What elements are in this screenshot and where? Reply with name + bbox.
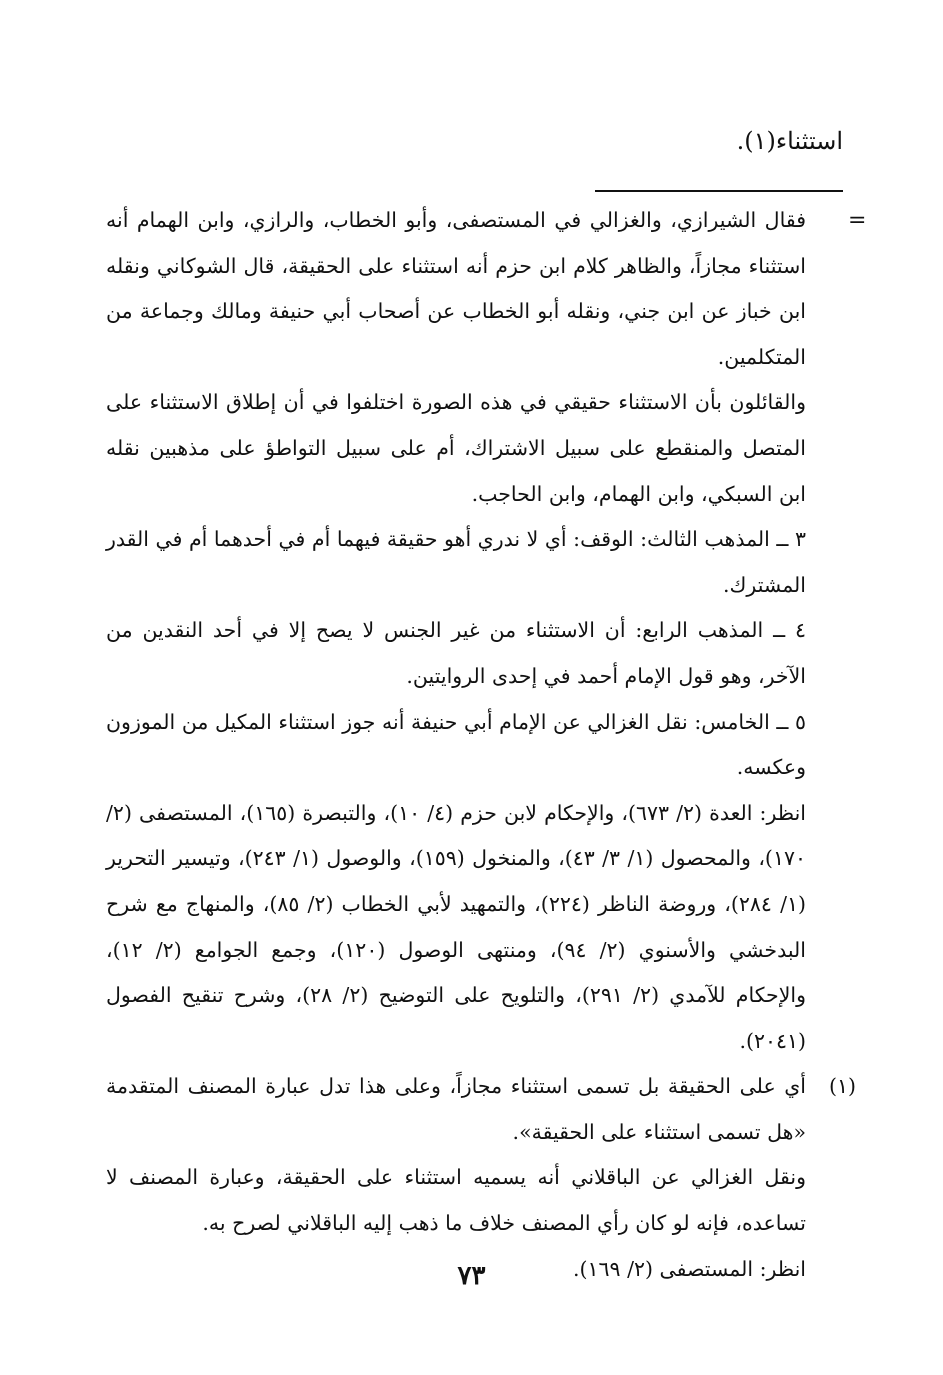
continuation-mark: = (848, 208, 867, 233)
page-number: ٧٣ (457, 1261, 486, 1291)
main-text-line: استثناء(١). (736, 127, 843, 155)
footnote-one-paragraph: أي على الحقيقة بل تسمى استثناء مجازاً، وعلى هذا تدل عبارة المصنف المتقدمة «هل تسمى استثناء على الحقيقة». (106, 1074, 806, 1144)
footnote-one-paragraph: ونقل الغزالي عن الباقلاني أنه يسميه استثناء على الحقيقة، وعبارة المصنف لا تساعده، فإنه لو كان رأي المصنف خلاف ما ذهب إليه الباقلاني لصرح به. (106, 1165, 806, 1236)
footnote-paragraph: ٤ ــ المذهب الرابع: أن الاستثناء من غير الجنس لا يصح إلا في أحد النقدين من الآخر، وهو قول الإمام أحمد في إحدى الروايتين. (106, 618, 806, 688)
footnote-marker: (١) (828, 1074, 856, 1099)
footnote-references: انظر: العدة (٢/ ٦٧٣)، والإحكام لابن حزم (٤/ ١٠)، والتبصرة (١٦٥)، المستصفى (٢/ ١٧٠)، والمحصول (١/ ٣/ ٤٣)، والمنخول (١٥٩)، والوصول (١/ ٢٤٣)، وتيسير التحرير (١/ ٢٨٤)، وروضة الناظر (٢٢٤)، والتمهيد لأبي الخطاب (٢/ ٨٥)، والمنهاج مع شرح البدخشي والأسنوي (٢/ ٩٤)، ومنتهى الوصول (١٢٠)، وجمع الجوامع (٢/ ١٢)، والإحكام للآمدي (٢/ ٢٩١)، والتلويح على التوضيح (٢/ ٢٨)، وشرح تنقيح الفصول (٢٠٤١). (106, 800, 806, 1053)
footnote-paragraph: والقائلون بأن الاستثناء حقيقي في هذه الصورة اختلفوا في أن إطلاق الاستثناء على المتصل والمنقطع على سبيل الاشتراك، أم على سبيل التواطؤ على مذهبين نقله ابن السبكي، وابن الهمام، وابن الحاجب. (106, 390, 806, 506)
footnote-separator (595, 190, 843, 192)
footnote-paragraph: ٣ ــ المذهب الثالث: الوقف: أي لا ندري أهو حقيقة فيهما أم في أحدهما أم في القدر المشترك. (106, 527, 806, 597)
footnote-paragraph: فقال الشيرازي، والغزالي في المستصفى، وأبو الخطاب، والرازي، وابن الهمام أنه استثناء مجازاً، والظاهر كلام ابن حزم أنه استثناء على الحقيقة، قال الشوكاني ونقله ابن خباز عن ابن جني، ونقله أبو الخطاب عن أصحاب أبي حنيفة ومالك وجماعة من المتكلمين. (106, 208, 806, 369)
footnotes-block (106, 198, 856, 1292)
footnote-one-reference: انظر: المستصفى (٢/ ١٦٩). (573, 1256, 806, 1281)
footnote-one (106, 1064, 856, 1155)
footnote-paragraph: ٥ ــ الخامس: نقل الغزالي عن الإمام أبي حنيفة أنه جوز استثناء المكيل من الموزون وعكسه. (106, 709, 806, 780)
